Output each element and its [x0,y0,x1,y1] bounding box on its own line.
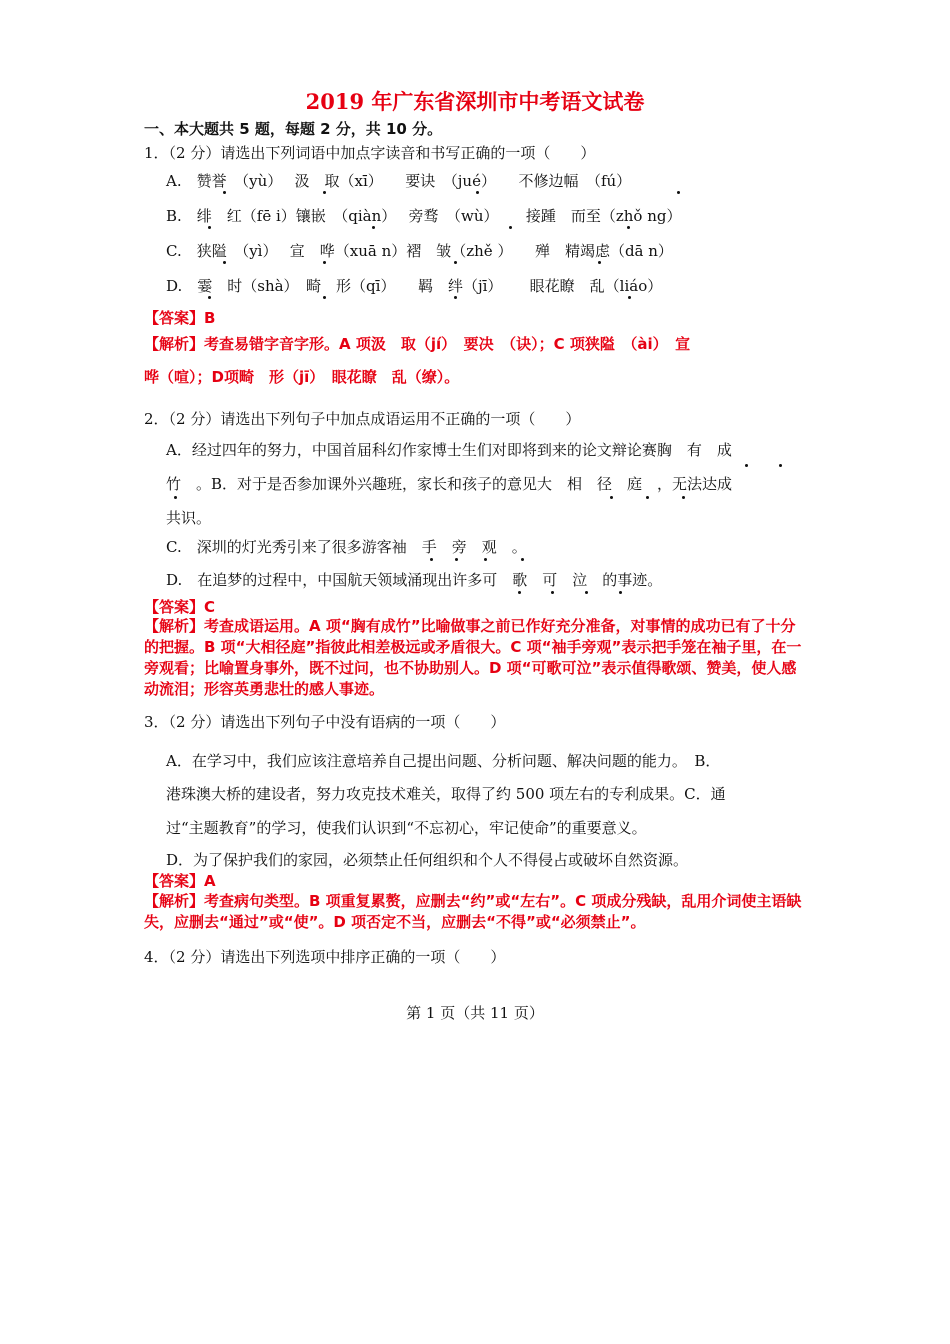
page-footer: 第 1 页（共 11 页） [406,1004,544,1022]
question-3-line-4: D．为了保护我们的家园，必须禁止任何组织和个人不得侵占或破坏自然资源。 [166,851,689,869]
question-2-answer: 【答案】C [144,598,216,616]
question-1-option-d: D. 霎 时（shà） 畸 形（qī） 羁 绊（jī） 眼花瞭 乱（liáo） [166,277,663,295]
question-1-option-b: B. 绯 红（fē i）镶嵌 （qiàn） 旁骛 （wù） 接踵 而至（zhǒ ng） [166,207,682,225]
question-3-stem: 3．（2 分）请选出下列句子中没有语病的一项（ ） [144,713,506,731]
question-3-analysis: 【解析】考查病句类型。B 项重复累赘，应删去“约”或“左右”。C 项成分残缺，乱用介词使主语缺失，应删去“通过”或“使”。D 项否定不当，应删去“不得”或“必须禁止”。 [144,892,802,931]
question-1-stem: 1．（2 分）请选出下列词语中加点字读音和书写正确的一项（ ） [144,144,596,162]
question-1-option-a: A. 赞誉 （yù） 汲 取（xī） 要诀 （jué） 不修边幅 （fú） [166,172,632,190]
question-3-line-2: 港珠澳大桥的建设者，努力攻克技术难关，取得了约 500 项左右的专利成果。C．通 [166,785,726,803]
question-2-line-3: 共识。 [166,509,212,527]
question-2-analysis: 【解析】考查成语运用。A 项“胸有成竹”比喻做事之前已作好充分准备，对事情的成功已有了十分的把握。B 项“大相径庭”指彼此相差极远或矛盾很大。C 项“袖手旁观”表示把手笼在袖子里，在一旁观看；比喻置身事外，既不过问，也不协助别人。D 项“可歌可泣”表示值得歌颂、赞美，使人感动流泪；形容英勇悲壮的感人事迹。 [144,617,802,698]
question-4-stem: 4．（2 分）请选出下列选项中排序正确的一项（ ） [144,948,506,966]
question-3-line-1: A．在学习中，我们应该注意培养自己提出问题、分析问题、解决问题的能力。 B． [166,752,721,770]
question-2-line-2: 竹 。B．对于是否参加课外兴趣班，家长和孩子的意见大 相 径 庭 ，无法达成 [166,475,733,493]
question-1-answer: 【答案】B [144,309,216,327]
page-title: 2019 年广东省深圳市中考语文试卷 [305,89,645,114]
question-2-line-1: A．经过四年的努力，中国首届科幻作家博士生们对即将到来的论文辩论赛胸 有 成 [166,441,732,459]
question-2-option-d: D. 在追梦的过程中，中国航天领域涌现出许多可 歌 可 泣 的事迹。 [166,571,663,589]
question-2-stem: 2．（2 分）请选出下列句子中加点成语运用不正确的一项（ ） [144,410,581,428]
section-heading: 一、本大题共 5 题，每题 2 分，共 10 分。 [144,120,443,138]
question-1-analysis-line-2: 哗（喧）；D项畸 形（jī） 眼花瞭 乱（缭）。 [144,368,460,386]
question-1-option-c: C. 狭隘 （yì） 宣 哗（xuā n）褶 皱（zhě ） 殚 精竭虑（dā n） [166,242,673,260]
question-3-line-3: 过“主题教育”的学习，使我们认识到“不忘初心，牢记使命”的重要意义。 [166,819,647,837]
question-1-analysis-line-1: 【解析】考查易错字音字形。A 项汲 取（jí） 要决 （诀）；C 项狭隘 （ài） 宣 [144,335,691,353]
question-2-option-c: C. 深圳的灯光秀引来了很多游客袖 手 旁 观 。 [166,538,527,556]
question-3-answer: 【答案】A [144,872,216,890]
